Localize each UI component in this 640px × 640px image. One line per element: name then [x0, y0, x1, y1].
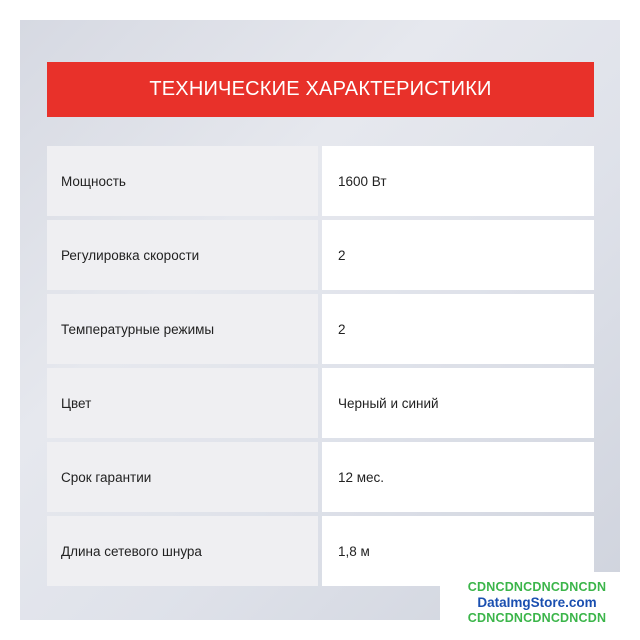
spec-label: Длина сетевого шнура	[47, 516, 318, 586]
watermark-line: CDNCDNCDNCDNCDN	[467, 611, 607, 626]
spec-row-warranty	[47, 442, 594, 512]
watermark	[440, 572, 634, 634]
spec-row-temperature	[47, 294, 594, 364]
spec-value: 2	[322, 294, 594, 364]
spec-label: Регулировка скорости	[47, 220, 318, 290]
spec-value: Черный и синий	[322, 368, 594, 438]
spec-label: Температурные режимы	[47, 294, 318, 364]
spec-value: 1600 Вт	[322, 146, 594, 216]
spec-label: Срок гарантии	[47, 442, 318, 512]
spec-title: ТЕХНИЧЕСКИЕ ХАРАКТЕРИСТИКИ	[149, 78, 492, 100]
watermark-line: CDNCDNCDNCDNCDN	[467, 579, 607, 594]
spec-row-speed	[47, 220, 594, 290]
spec-row-color	[47, 368, 594, 438]
watermark-site: DataImgStore.com	[477, 594, 597, 610]
spec-value: 12 мес.	[322, 442, 594, 512]
spec-label: Цвет	[47, 368, 318, 438]
spec-value: 1,8 м	[322, 516, 594, 586]
spec-table	[47, 146, 594, 586]
spec-row-power	[47, 146, 594, 216]
spec-value: 2	[322, 220, 594, 290]
spec-label: Мощность	[47, 146, 318, 216]
spec-header	[47, 62, 594, 117]
